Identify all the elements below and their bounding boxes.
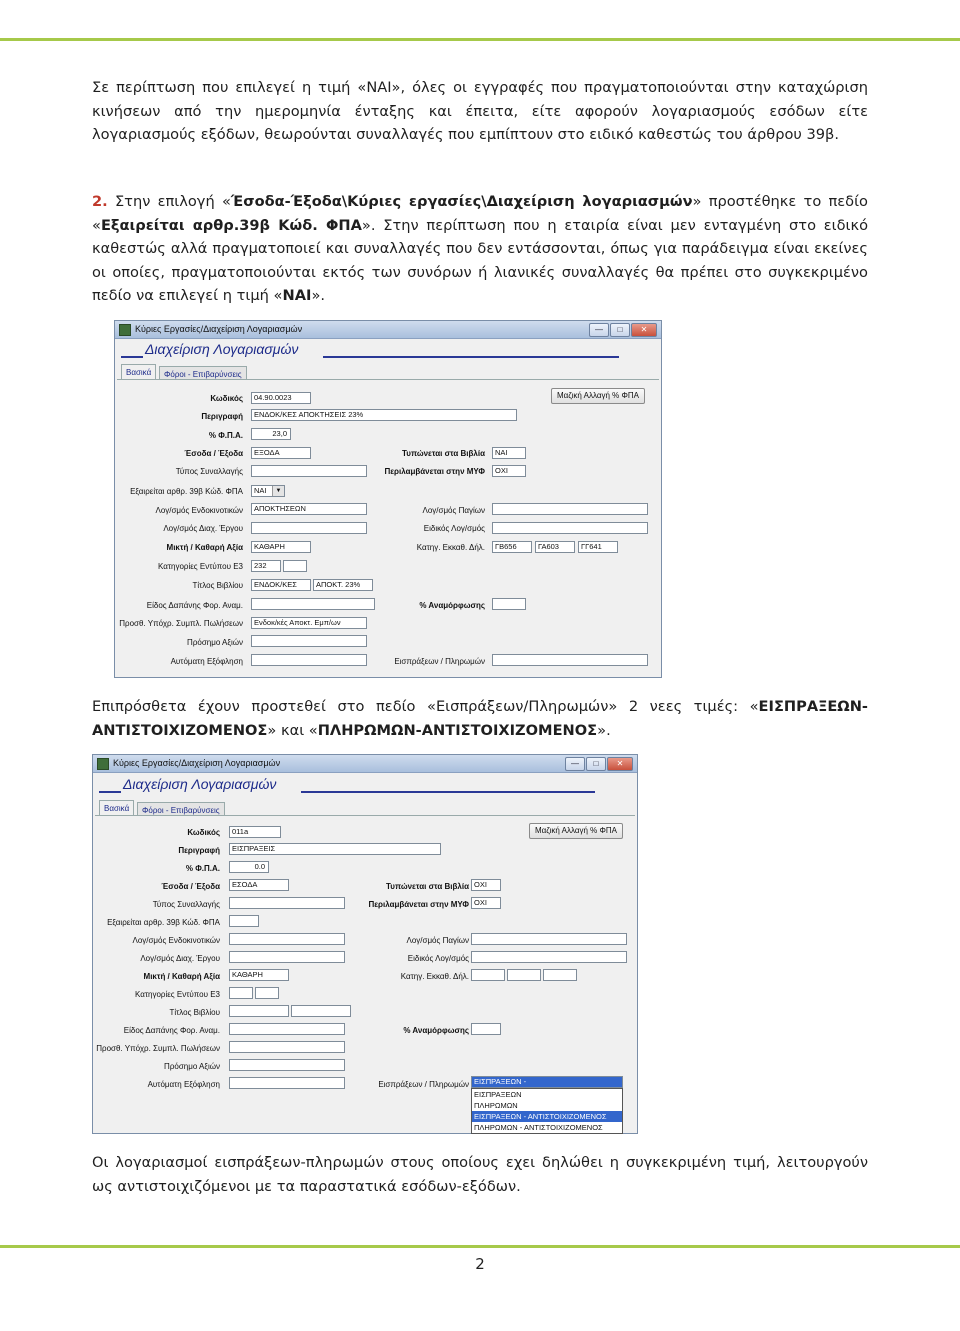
label-expense-kind: Είδος Δαπάνης Φορ. Αναμ. <box>123 1026 220 1035</box>
account-management-window-2 <box>92 754 638 1134</box>
code-field[interactable]: 011a <box>229 826 281 838</box>
mixed-net-field[interactable]: ΚΑΘΑΡΗ <box>251 541 311 553</box>
label-sign-value: Πρόσημο Αξιών <box>187 638 243 647</box>
maximize-button[interactable]: □ <box>586 757 606 771</box>
tax-category-field-3[interactable]: ΓΓ641 <box>578 541 618 553</box>
printed-books-field[interactable]: ΟΧΙ <box>471 879 501 891</box>
label-receipts-payments: Εισπράξεων / Πληρωμών <box>378 1080 469 1089</box>
label-income-expense: Έσοδα / Έξοδα <box>161 882 220 891</box>
label-auto-settlement: Αυτόματη Εξόφληση <box>170 657 243 666</box>
form-header-title: Διαχείριση Λογαριασμών <box>145 341 299 357</box>
special-account-field[interactable] <box>492 522 648 534</box>
label-vat: % Φ.Π.Α. <box>208 431 243 440</box>
transaction-type-field[interactable] <box>251 465 367 477</box>
label-tax-category: Κατηγ. Εκκαθ. Δήλ. <box>400 972 469 981</box>
label-fixed-account: Λογ/σμός Παγίων <box>406 936 469 945</box>
label-included-myf: Περιλαμβάνεται στην ΜΥΦ <box>384 467 485 476</box>
label-receipts-payments: Εισπράξεων / Πληρωμών <box>394 657 485 666</box>
page-number: 2 <box>475 1255 485 1273</box>
description-field[interactable]: ΕΙΣΠΡΑΞΕΙΣ <box>229 843 441 855</box>
exempt-39b-select[interactable] <box>251 485 285 497</box>
label-auto-settlement: Αυτόματη Εξόφληση <box>147 1080 220 1089</box>
receipts-payments-select[interactable] <box>471 1076 623 1088</box>
label-depreciation: % Αναμόρφωσης <box>403 1026 469 1035</box>
bottom-rule <box>0 1245 960 1248</box>
section-number: 2. <box>92 193 108 210</box>
printed-books-field[interactable]: ΝΑΙ <box>492 447 526 459</box>
e3-field-1[interactable] <box>229 987 253 999</box>
paragraph-closing: Οι λογαριασμοί εισπράξεων-πληρωμών στους οποίους εχει δηλώθει η συγκεκριμένη τιμή, λειτουργούν ως αντιστοιχιζόμενοι με τα παραστατικά εσόδων-εξόδων. <box>92 1154 868 1195</box>
paragraph-intro: Σε περίπτωση που επιλεγεί η τιμή «ΝΑΙ», όλες οι εγγραφές που πραγματοποιούνται στην καταχώριση κινήσεων από την ημερομηνία ένταξης και έπειτα, είτε αφορούν λογαριασμούς εσόδων είτε λογαριασμούς εξόδων, θεωρούνται συναλλαγές που εμπίπτουν στο ειδικό καθεστώς του άρθρου 39β. <box>92 79 868 143</box>
linked-account-field[interactable]: ΑΠΟΚΤΗΣΕΩΝ <box>251 503 367 515</box>
auto-settlement-field[interactable] <box>251 654 367 666</box>
label-special-account: Ειδικός Λογ/σμός <box>407 954 469 963</box>
auto-settlement-field[interactable] <box>229 1077 345 1089</box>
label-mixed-net: Μικτή / Καθαρή Αξία <box>166 543 243 552</box>
chevron-down-icon[interactable]: ▼ <box>272 486 284 496</box>
special-account-field[interactable] <box>471 951 627 963</box>
code-field[interactable]: 04.90.0023 <box>251 392 311 404</box>
receipts-payments-field[interactable] <box>492 654 648 666</box>
extra-sales-field[interactable] <box>229 1041 345 1053</box>
label-book-title: Τίτλος Βιβλίου <box>192 581 243 590</box>
label-tax-category: Κατηγ. Εκκαθ. Δήλ. <box>416 543 485 552</box>
tax-category-field-2[interactable] <box>507 969 541 981</box>
fixed-account-field[interactable] <box>492 503 648 515</box>
book-title-field-2[interactable] <box>291 1005 351 1017</box>
tab-basic[interactable]: Βασικά <box>99 800 134 815</box>
window-title: Κύριες Εργασίες/Διαχείριση Λογαριασμών <box>135 324 303 334</box>
label-special-account: Ειδικός Λογ/σμός <box>423 524 485 533</box>
window-titlebar <box>93 755 637 773</box>
dropdown-option-receipts-matching[interactable]: ΕΙΣΠΡΑΞΕΩΝ - ΑΝΤΙΣΤΟΙΧΙΖΟΜΕΝΟΣ <box>472 1111 622 1122</box>
exempt-39b-field[interactable] <box>229 915 259 927</box>
tax-category-field-1[interactable]: ΓΒ656 <box>492 541 532 553</box>
depreciation-field[interactable] <box>471 1023 501 1035</box>
close-button[interactable]: ✕ <box>631 323 657 337</box>
paragraph-new-values: Επιπρόσθετα έχουν προστεθεί στο πεδίο «Εισπράξεων/Πληρωμών» 2 νεες τιμές: «ΕΙΣΠΡΑΞΕΩΝ-ΑΝΤΙΣΤΟΙΧΙΖΟΜΕΝΟΣ» και «ΠΛΗΡΩΜΩΝ-ΑΝΤΙΣΤΟΙΧΙΖΟΜΕΝΟΣ». <box>92 698 868 739</box>
description-field[interactable]: ΕΝΔΟΚ/ΚΕΣ ΑΠΟΚΤΗΣΕΙΣ 23% <box>251 409 517 421</box>
label-transaction-type: Τύπος Συναλλαγής <box>152 900 220 909</box>
label-code: Κωδικός <box>210 394 243 403</box>
bulk-vat-button[interactable]: Μαζική Αλλαγή % ΦΠΑ <box>551 388 645 404</box>
label-description: Περιγραφή <box>178 846 220 855</box>
bulk-vat-button[interactable]: Μαζική Αλλαγή % ΦΠΑ <box>529 823 623 839</box>
window-titlebar <box>115 321 661 339</box>
label-description: Περιγραφή <box>201 412 243 421</box>
label-printed-books: Τυπώνεται στα Βιβλία <box>386 882 469 891</box>
label-book-title: Τίτλος Βιβλίου <box>169 1008 220 1017</box>
tab-taxes[interactable]: Φόροι - Επιβαρύνσεις <box>159 366 247 381</box>
book-title-field-1[interactable] <box>229 1005 289 1017</box>
vat-field[interactable]: 23,0 <box>251 428 291 440</box>
receipts-payments-dropdown <box>471 1088 623 1134</box>
e3-field-1[interactable]: 232 <box>251 560 281 572</box>
label-extra-sales: Προσθ. Υπόχρ. Συμπλ. Πωλήσεων <box>119 619 243 628</box>
label-depreciation: % Αναμόρφωσης <box>419 601 485 610</box>
top-rule <box>0 38 960 41</box>
label-code: Κωδικός <box>187 828 220 837</box>
label-fixed-account: Λογ/σμός Παγίων <box>422 506 485 515</box>
paragraph-section-2: 2. Στην επιλογή «Έσοδα-Έξοδα\Κύριες εργασίες\Διαχείριση λογαριασμών» προστέθηκε το πεδίο «Εξαιρείται αρθρ.39β Κώδ. ΦΠΑ». Στην περίπτωση που η εταιρία είναι μεν ενταγμένη στο ειδικό καθεστώς αλλά πραγματοποιεί και συναλλαγές που δεν εντάσσονται, όπως για παράδειγμα είναι εκείνες οι οποίες, πραγματοποιούνται εκτός των συνόρων ή λιανικές συναλλαγές θα πρέπει στο συγκεκριμένο πεδίο να επιλεγεί η τιμή «ΝΑΙ». <box>92 193 868 304</box>
sign-value-field[interactable] <box>229 1059 345 1071</box>
label-mixed-net: Μικτή / Καθαρή Αξία <box>143 972 220 981</box>
included-myf-field[interactable]: ΟΧΙ <box>492 465 526 477</box>
account-management-window-1 <box>114 320 662 678</box>
label-e3-categories: Κατηγορίες Εντύπου Ε3 <box>157 562 243 571</box>
label-linked-account: Λογ/σμός Ενδοκινοτικών <box>132 936 220 945</box>
label-exempt-39b: Εξαιρείται αρθρ. 39β Κώδ. ΦΠΑ <box>107 918 220 927</box>
label-vat: % Φ.Π.Α. <box>185 864 220 873</box>
receipts-payments-value: ΕΙΣΠΡΑΞΕΩΝ - <box>474 1077 527 1086</box>
label-expense-kind: Είδος Δαπάνης Φορ. Αναμ. <box>146 601 243 610</box>
close-button[interactable]: ✕ <box>607 757 633 771</box>
label-linked-account: Λογ/σμός Ενδοκινοτικών <box>155 506 243 515</box>
income-expense-field[interactable]: ΕΣΟΔΑ <box>229 879 289 891</box>
book-title-field-2[interactable]: ΑΠΟΚΤ. 23% <box>313 579 373 591</box>
exempt-39b-value: ΝΑΙ <box>254 486 267 495</box>
tax-category-field-2[interactable]: ΓΑ603 <box>535 541 575 553</box>
vat-field[interactable]: 0.0 <box>229 861 269 873</box>
label-exempt-39b: Εξαιρείται αρθρ. 39β Κώδ. ΦΠΑ <box>130 487 243 496</box>
service-account-field[interactable] <box>229 951 345 963</box>
maximize-button[interactable]: □ <box>610 323 630 337</box>
app-icon <box>119 324 131 336</box>
header-underline-lead <box>121 356 143 358</box>
label-included-myf: Περιλαμβάνεται στην ΜΥΦ <box>368 900 469 909</box>
label-e3-categories: Κατηγορίες Εντύπου Ε3 <box>134 990 220 999</box>
tax-category-field-1[interactable] <box>471 969 505 981</box>
label-printed-books: Τυπώνεται στα Βιβλία <box>402 449 485 458</box>
e3-field-2[interactable] <box>283 560 307 572</box>
e3-field-2[interactable] <box>255 987 279 999</box>
fixed-account-field[interactable] <box>471 933 627 945</box>
transaction-type-field[interactable] <box>229 897 345 909</box>
extra-sales-field[interactable]: Ενδοκ/κές Αποκτ. Εμπ/ων <box>251 617 367 629</box>
label-income-expense: Έσοδα / Έξοδα <box>184 449 243 458</box>
service-account-field[interactable] <box>251 522 367 534</box>
linked-account-field[interactable] <box>229 933 345 945</box>
form-header-title: Διαχείριση Λογαριασμών <box>123 776 277 792</box>
book-title-field-1[interactable]: ΕΝΔΟΚ/ΚΕΣ <box>251 579 311 591</box>
label-service-account: Λογ/σμός Διαχ. Έργου <box>140 954 220 963</box>
tab-taxes[interactable]: Φόροι - Επιβαρύνσεις <box>137 802 225 817</box>
label-sign-value: Πρόσημο Αξιών <box>164 1062 220 1071</box>
label-service-account: Λογ/σμός Διαχ. Έργου <box>163 524 243 533</box>
header-underline <box>301 791 595 793</box>
minimize-button[interactable]: — <box>565 757 585 771</box>
depreciation-field[interactable] <box>492 598 526 610</box>
included-myf-field[interactable]: ΟΧΙ <box>471 897 501 909</box>
header-underline <box>323 356 619 358</box>
expense-kind-field[interactable] <box>251 598 375 610</box>
dropdown-option-payments[interactable]: ΠΛΗΡΩΜΩΝ <box>474 1101 518 1110</box>
header-underline-lead <box>99 791 121 793</box>
label-extra-sales: Προσθ. Υπόχρ. Συμπλ. Πωλήσεων <box>96 1044 220 1053</box>
window-title: Κύριες Εργασίες/Διαχείριση Λογαριασμών <box>113 758 281 768</box>
dropdown-option-receipts[interactable]: ΕΙΣΠΡΑΞΕΩΝ <box>474 1090 522 1099</box>
tab-basic[interactable]: Βασικά <box>121 364 156 379</box>
mixed-net-field[interactable]: ΚΑΘΑΡΗ <box>229 969 289 981</box>
expense-kind-field[interactable] <box>229 1023 345 1035</box>
income-expense-field[interactable]: ΕΞΟΔΑ <box>251 447 311 459</box>
minimize-button[interactable]: — <box>589 323 609 337</box>
dropdown-option-payments-matching[interactable]: ΠΛΗΡΩΜΩΝ - ΑΝΤΙΣΤΟΙΧΙΖΟΜΕΝΟΣ <box>474 1123 603 1132</box>
sign-value-field[interactable] <box>251 635 367 647</box>
app-icon <box>97 758 109 770</box>
label-transaction-type: Τύπος Συναλλαγής <box>175 467 243 476</box>
tax-category-field-3[interactable] <box>543 969 577 981</box>
